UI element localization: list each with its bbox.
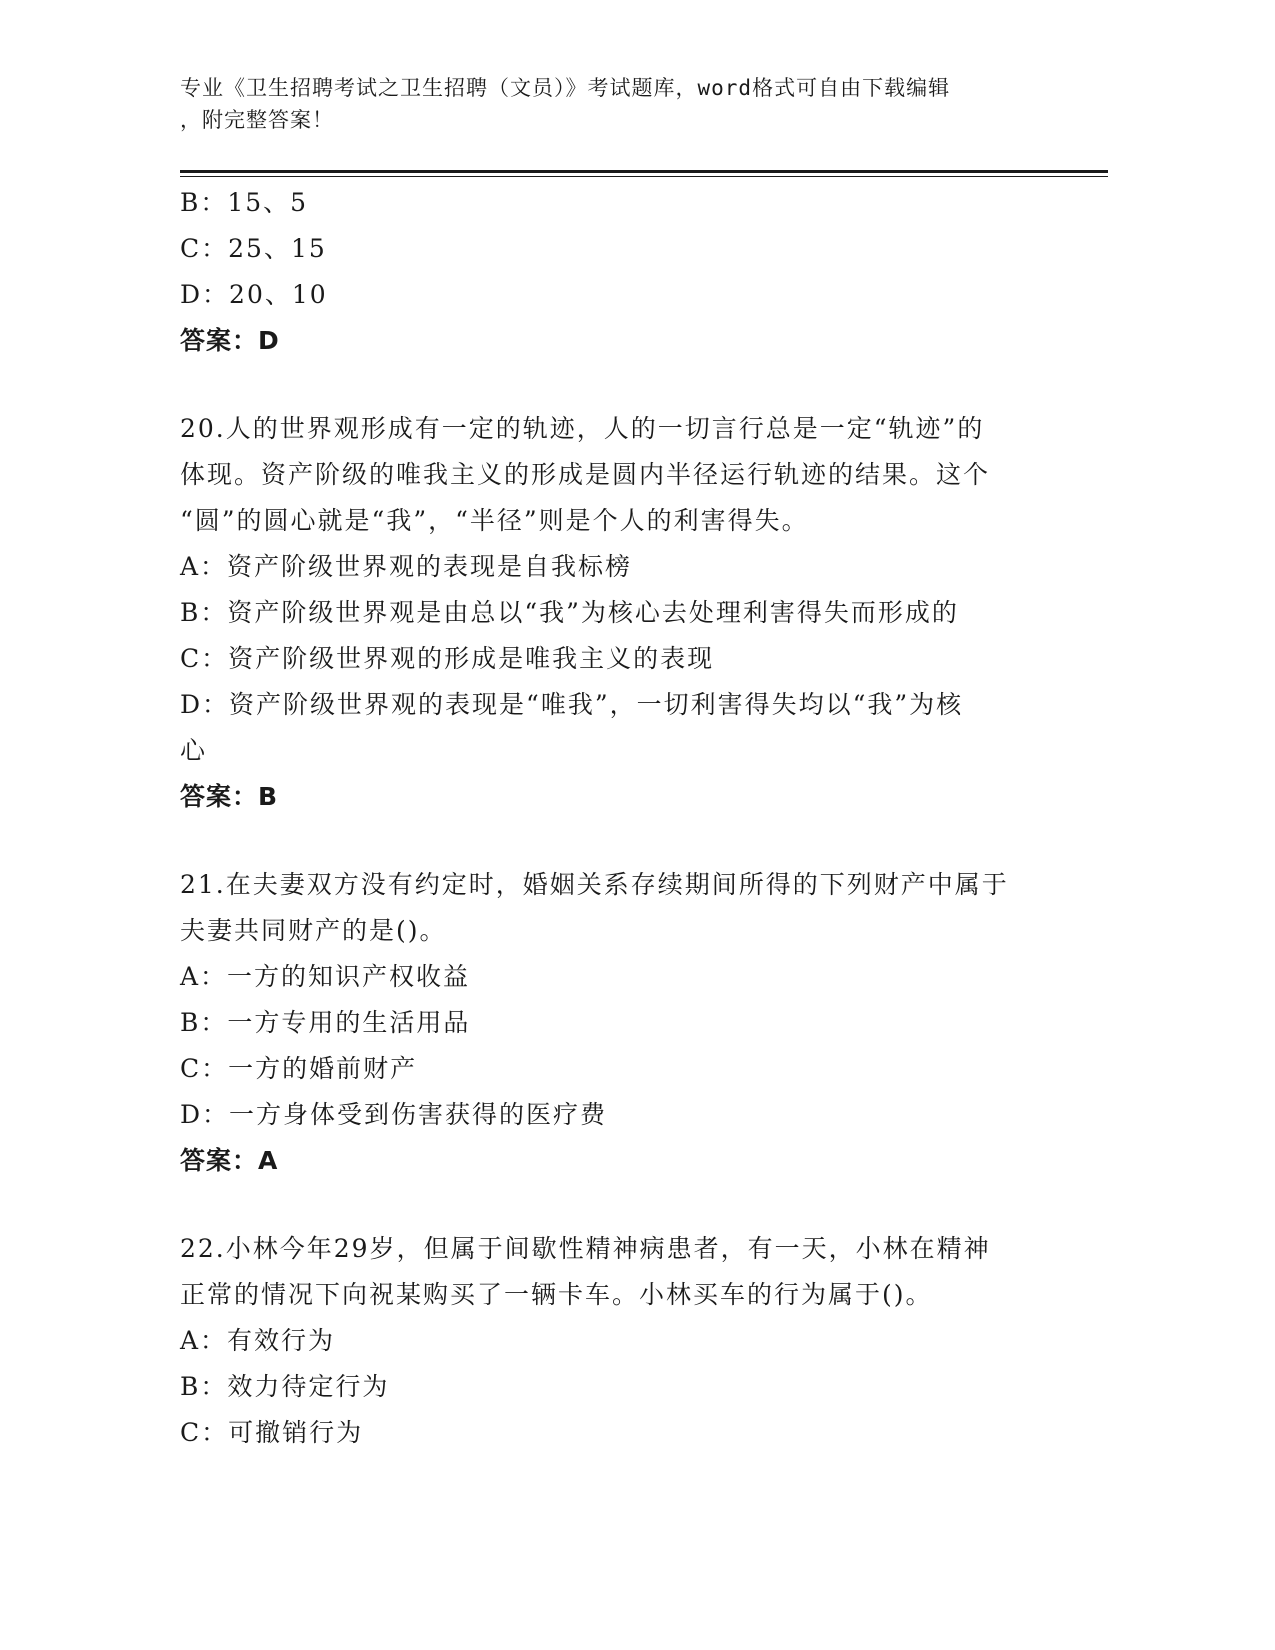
option-c: C：一方的婚前财产: [180, 1054, 418, 1083]
spacer: [180, 1184, 1040, 1226]
question-block-22: [180, 1226, 1040, 1456]
option-c: C：可撤销行为: [180, 1418, 364, 1447]
option-c: C：资产阶级世界观的形成是唯我主义的表现: [180, 644, 715, 673]
option-a: A：有效行为: [180, 1326, 336, 1355]
question-text-line: 体现。资产阶级的唯我主义的形成是圆内半径运行轨迹的结果。这个: [180, 460, 991, 489]
header-title-line: 专业《卫生招聘考试之卫生招聘（文员）》考试题库，word格式可自由下载编辑: [180, 76, 951, 100]
answer-line: 答案：A: [180, 1146, 279, 1175]
question-text-line: 正常的情况下向祝某购买了一辆卡车。小林买车的行为属于()。: [180, 1280, 933, 1309]
question-block-21: [180, 862, 1040, 1184]
document-header: [180, 72, 1110, 136]
question-block-20: [180, 406, 1040, 820]
option-d-continuation: 心: [180, 736, 208, 765]
question-text-line: 21.在夫妻双方没有约定时，婚姻关系存续期间所得的下列财产中属于: [180, 870, 1009, 899]
option-d: D：20、10: [180, 280, 328, 309]
spacer: [180, 820, 1040, 862]
answer-line: 答案：B: [180, 782, 279, 811]
question-content: [180, 180, 1040, 1456]
option-c: C：25、15: [180, 234, 327, 263]
spacer: [180, 364, 1040, 406]
header-divider-thin: [180, 176, 1108, 177]
option-d: D：一方身体受到伤害获得的医疗费: [180, 1100, 608, 1129]
option-a: A：资产阶级世界观的表现是自我标榜: [180, 552, 633, 581]
header-divider-thick: [180, 170, 1108, 173]
question-text-line: 20.人的世界观形成有一定的轨迹，人的一切言行总是一定“轨迹”的: [180, 414, 985, 443]
option-b: B：15、5: [180, 188, 309, 217]
question-block-19: [180, 180, 1040, 364]
option-b: B：资产阶级世界观是由总以“我”为核心去处理利害得失而形成的: [180, 598, 959, 627]
question-text-line: 22.小林今年29岁，但属于间歇性精神病患者，有一天，小林在精神: [180, 1234, 991, 1263]
question-text-line: 夫妻共同财产的是()。: [180, 916, 447, 945]
answer-line: 答案：D: [180, 326, 280, 355]
option-d: D：资产阶级世界观的表现是“唯我”，一切利害得失均以“我”为核: [180, 690, 964, 719]
option-b: B：效力待定行为: [180, 1372, 390, 1401]
header-title-continuation: ，附完整答案！: [180, 108, 334, 132]
option-a: A：一方的知识产权收益: [180, 962, 471, 991]
question-text-line: “圆”的圆心就是“我”，“半径”则是个人的利害得失。: [180, 506, 809, 535]
option-b: B：一方专用的生活用品: [180, 1008, 471, 1037]
